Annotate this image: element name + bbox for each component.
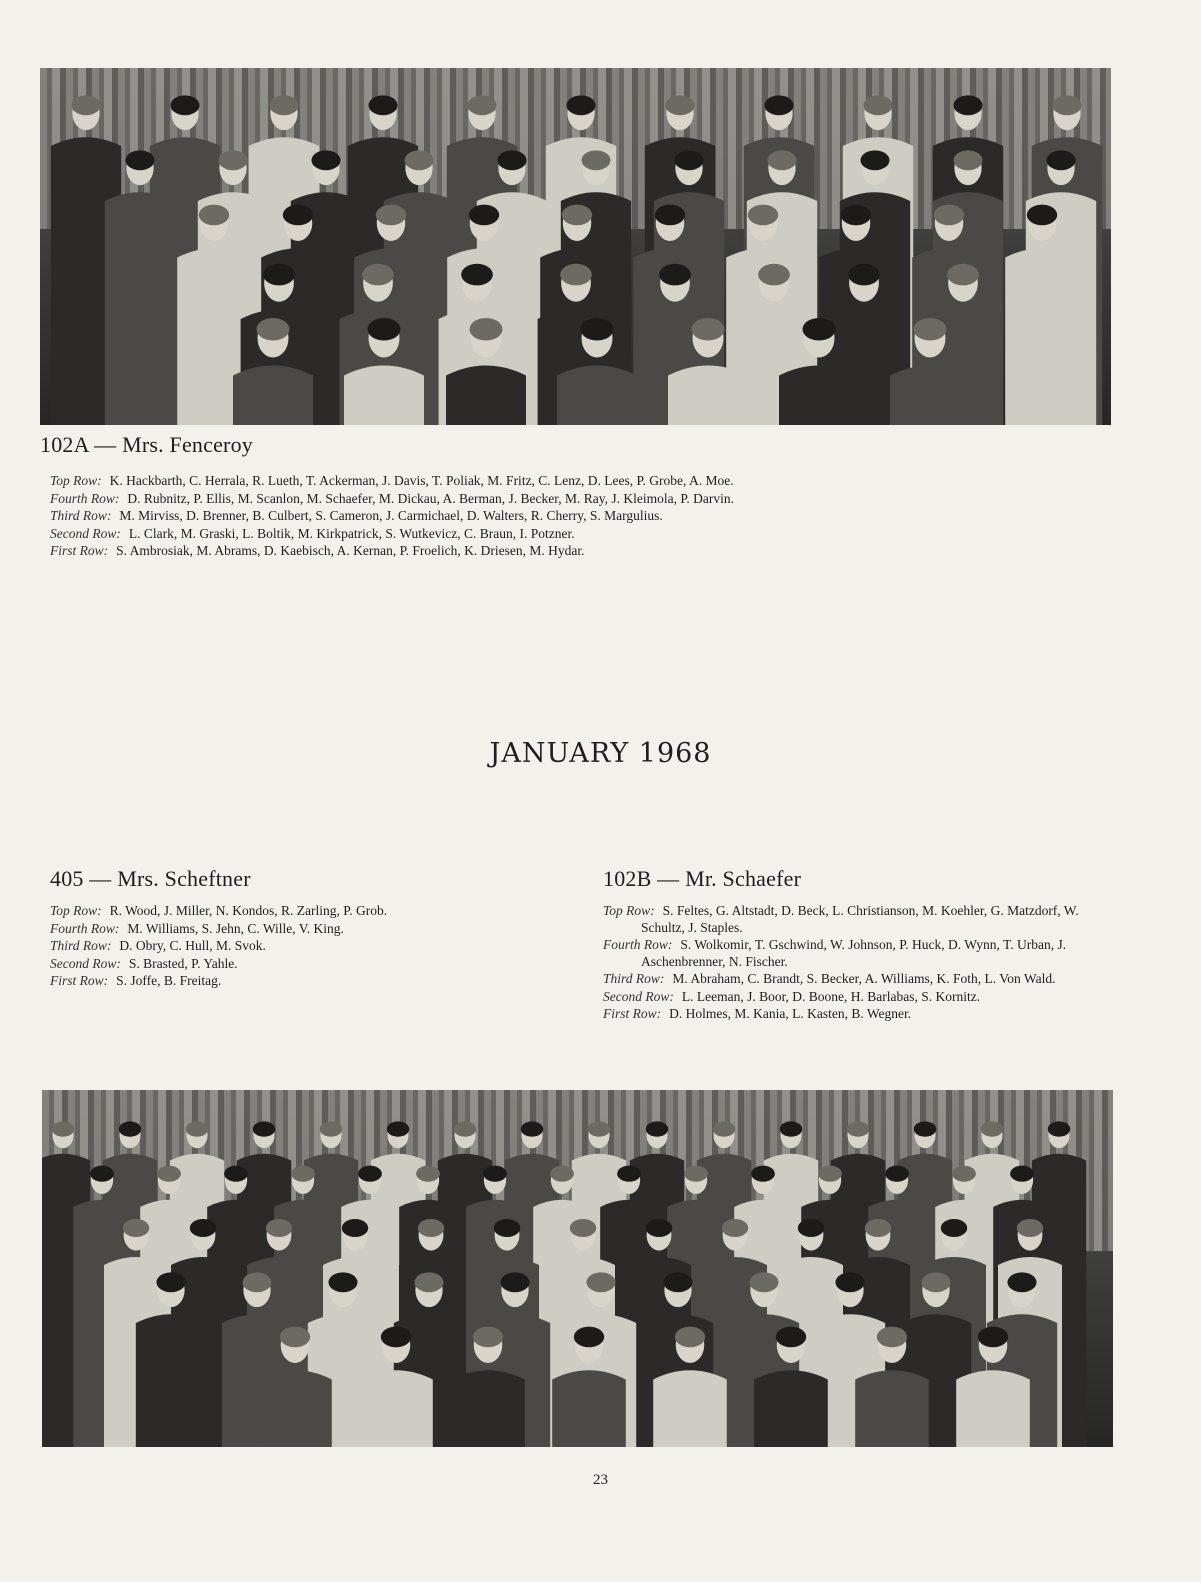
name-row: First Row: D. Holmes, M. Kania, L. Kasten, B. Wegner. xyxy=(603,1006,912,1021)
name-row: Top Row: K. Hackbarth, C. Herrala, R. Lueth, T. Ackerman, J. Davis, T. Poliak, M. Fritz, C. Lenz, D. Lees, P. Grobe, A. Moe. xyxy=(50,473,734,488)
class-title-102b: 102B — Mr. Schaefer xyxy=(603,866,802,891)
name-row: First Row: S. Ambrosiak, M. Abrams, D. Kaebisch, A. Kernan, P. Froelich, K. Driesen, M. Hydar. xyxy=(50,543,585,558)
name-row: Third Row: M. Mirviss, D. Brenner, B. Culbert, S. Cameron, J. Carmichael, D. Walters, R. Cherry, S. Margulius. xyxy=(50,508,663,523)
name-row: Second Row: L. Leeman, J. Boor, D. Boone, H. Barlabas, S. Kornitz. xyxy=(603,988,981,1004)
class-photo-405-102b xyxy=(42,1090,1113,1447)
name-row: Top Row: R. Wood, J. Miller, N. Kondos, R. Zarling, P. Grob. xyxy=(50,903,388,918)
class-title-102a: 102A — Mrs. Fenceroy xyxy=(40,432,253,457)
name-list-102a xyxy=(50,473,1105,561)
name-row: Second Row: S. Brasted, P. Yahle. xyxy=(50,955,238,971)
name-row: First Row: S. Joffe, B. Freitag. xyxy=(50,973,222,988)
name-row: Fourth Row: D. Rubnitz, P. Ellis, M. Scanlon, M. Schaefer, M. Dickau, A. Berman, J. Becker, M. Ray, J. Kleimola, P. Darvin. xyxy=(50,490,734,506)
page-heading: JANUARY 1968 xyxy=(489,738,712,770)
name-list-405 xyxy=(50,903,555,991)
name-list-102b xyxy=(603,903,1103,1024)
class-photo-102a xyxy=(40,68,1111,425)
name-row: Top Row: S. Feltes, G. Altstadt, D. Beck, L. Christianson, M. Koehler, G. Matzdorf, W. Schultz, J. Staples. xyxy=(603,903,1079,935)
name-row: Fourth Row: M. Williams, S. Jehn, C. Wille, V. King. xyxy=(50,920,344,936)
class-title-405: 405 — Mrs. Scheftner xyxy=(50,866,251,891)
name-row: Third Row: D. Obry, C. Hull, M. Svok. xyxy=(50,938,266,953)
students-silhouettes xyxy=(40,68,1111,425)
name-row: Fourth Row: S. Wolkomir, T. Gschwind, W. Johnson, P. Huck, D. Wynn, T. Urban, J. Aschenbrenner, N. Fischer. xyxy=(603,937,1067,969)
name-row: Third Row: M. Abraham, C. Brandt, S. Becker, A. Williams, K. Foth, L. Von Wald. xyxy=(603,971,1056,986)
students-silhouettes xyxy=(42,1090,1113,1447)
name-row: Second Row: L. Clark, M. Graski, L. Boltik, M. Kirkpatrick, S. Wutkevicz, C. Braun, I. Potzner. xyxy=(50,525,575,541)
page-number: 23 xyxy=(593,1472,608,1488)
